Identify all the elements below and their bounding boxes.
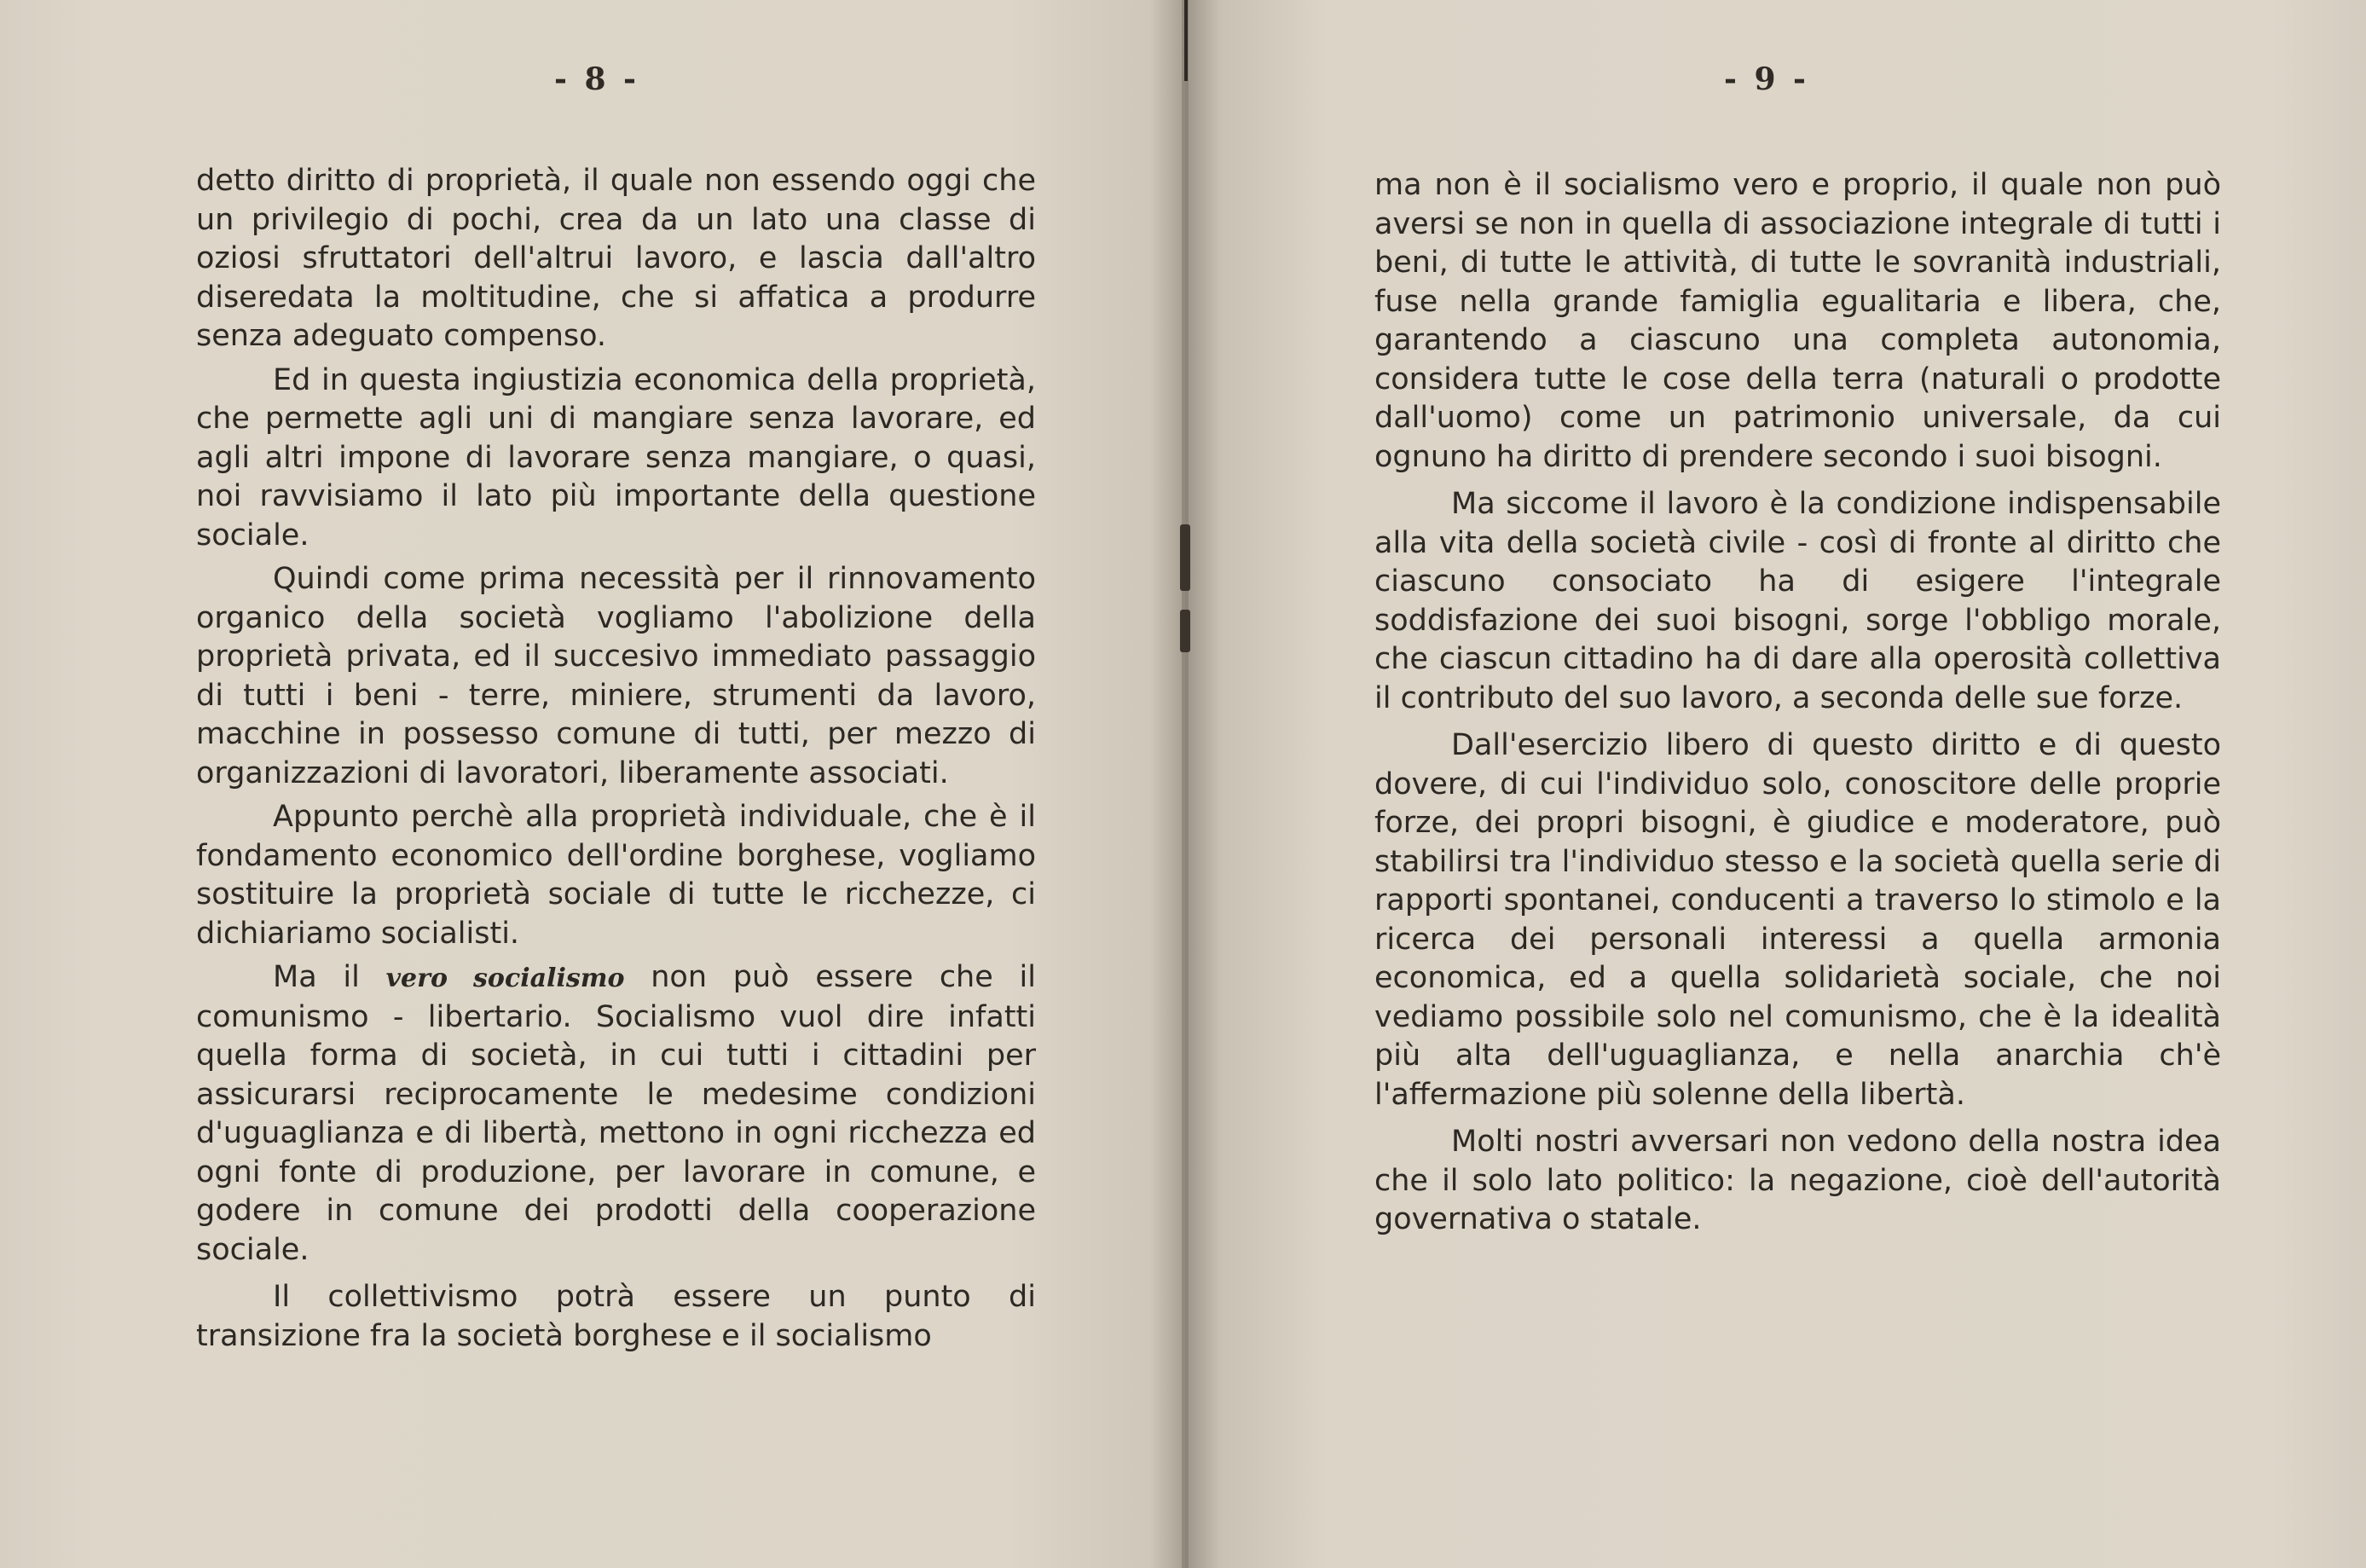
paragraph: Il collettivismo potrà essere un punto di transizione fra la società borghese e il socialismo <box>196 1280 1036 1353</box>
italic-phrase: vero socialismo <box>385 963 625 993</box>
right-page <box>1185 0 2366 1568</box>
paragraph: Molti nostri avversari non vedono della nostra idea che il solo lato politico: la negazione, cioè dell'autorità governativa o statale. <box>1374 1125 2221 1236</box>
paragraph: detto diritto di proprietà, il quale non essendo oggi che un privilegio di pochi, crea da un lato una classe di oziosi sfruttatori dell'altrui lavoro, e lascia dall'altro diseredata la moltitudine, che si affatica a produrre senza adeguato compenso. <box>196 164 1036 353</box>
paragraph: Dall'esercizio libero di questo diritto e di questo dovere, di cui l'individuo solo, conoscitore delle proprie forze, dei propri bisogni, è giudice e moderatore, può stabilirsi tra l'individuo stesso e la società quella serie di rapporti spontanei, conducenti a traverso lo stimolo e la ricerca dei personali interessi a quella armonia economica, ed a quella solidarietà sociale, che noi vediamo possibile solo nel comunismo, che è la idealità più alta dell'uguaglianza, e nella anarchia ch'è l'affermazione più solenne della libertà. <box>1374 728 2221 1112</box>
paragraph-text: Ma il <box>273 960 386 994</box>
page-body <box>1374 166 2221 1245</box>
book-gutter <box>1182 0 1189 1568</box>
page-number: - 8 - <box>554 61 639 97</box>
page-body <box>196 162 1036 1361</box>
paragraph: Ma siccome il lavoro è la condizione indispensabile alla vita della società civile - così di fronte al diritto che ciascuno consociato ha di esigere l'integrale soddisfazione dei suoi bisogni, sorge l'obbligo morale, che ciascun cittadino ha di dare alla operosità collettiva il contributo del suo lavoro, a seconda delle sue forze. <box>1374 487 2221 715</box>
staple <box>1180 524 1190 591</box>
fold-mark <box>1184 0 1188 81</box>
paragraph <box>196 958 1036 1270</box>
paragraph: Quindi come prima necessità per il rinnovamento organico della società vogliamo l'abolizione della proprietà privata, ed il succesivo immediato passaggio di tutti i beni - terre, miniere, strumenti da lavoro, macchine in possesso comune di tutti, per mezzo di organizzazioni di lavoratori, liberamente associati. <box>196 562 1036 790</box>
staple <box>1180 610 1190 652</box>
paragraph: Ed in questa ingiustizia economica della proprietà, che permette agli uni di mangiare senza lavorare, ed agli altri impone di lavorare senza mangiare, o quasi, noi ravvisiamo il lato più importante della questione sociale. <box>196 362 1036 553</box>
page-number: - 9 - <box>1724 61 1809 97</box>
paragraph: ma non è il socialismo vero e proprio, il quale non può aversi se non in quella di associazione integrale di tutti i beni, di tutte le attività, di tutte le sovranità industriali, fuse nella grande famiglia egualitaria e libera, che, garantendo a ciascuno una completa autonomia, considera tutte le cose della terra (naturali o prodotte dall'uomo) come un patrimonio universale, da cui ognuno ha diritto di prendere secondo i suoi bisogni. <box>1374 168 2221 474</box>
paragraph: Appunto perchè alla proprietà individuale, che è il fondamento economico dell'ordine borghese, vogliamo sostituire la proprietà sociale di tutte le ricchezze, ci dichiariamo socialisti. <box>196 800 1036 951</box>
paragraph-text: non può essere che il comunismo - libertario. Socialismo vuol dire infatti quella forma di società, in cui tutti i cittadini per assicurarsi reciprocamente le medesime condizioni d'uguaglianza e di libertà, mettono in ogni ricchezza ed ogni fonte di produzione, per lavorare in comune, e godere in comune dei prodotti della cooperazione sociale. <box>196 960 1036 1267</box>
